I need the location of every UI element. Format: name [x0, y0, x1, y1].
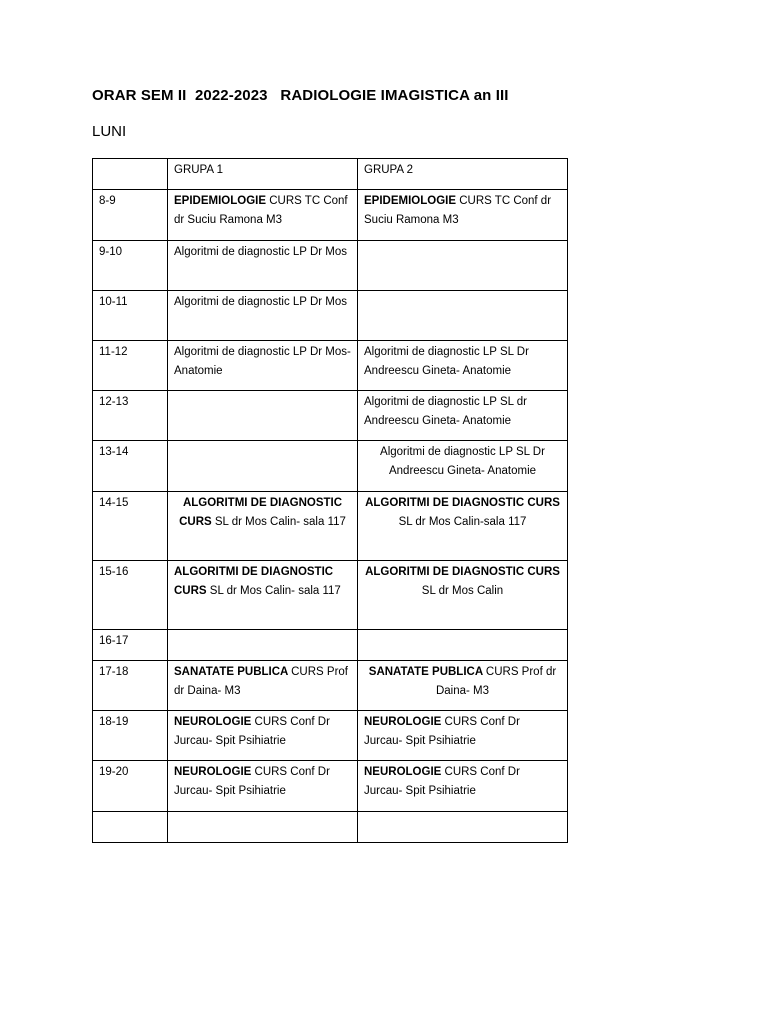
course-details: Algoritmi de diagnostic LP SL Dr Andreescu Gineta- Anatomie: [380, 446, 545, 477]
time-cell: 14-15: [93, 492, 168, 561]
table-row: [93, 561, 568, 630]
group2-cell: [358, 561, 568, 630]
time-cell: 17-18: [93, 661, 168, 711]
course-details: SL dr Mos Calin- sala 117: [211, 516, 346, 528]
course-name: NEUROLOGIE: [364, 716, 445, 728]
group2-cell: [358, 341, 568, 391]
header-group2-cell: GRUPA 2: [358, 159, 568, 190]
course-name: ALGORITMI DE DIAGNOSTIC CURS: [365, 566, 560, 578]
time-cell: 10-11: [93, 291, 168, 341]
day-heading: LUNI: [92, 123, 127, 140]
table-row: [93, 241, 568, 291]
group2-cell: [358, 711, 568, 761]
group1-cell: [168, 630, 358, 661]
group2-cell: [358, 291, 568, 341]
course-name: ALGORITMI DE DIAGNOSTIC CURS: [179, 497, 343, 528]
table-row: [93, 812, 568, 843]
course-details: SL dr Mos Calin: [421, 585, 504, 597]
group1-cell: [168, 661, 358, 711]
group1-cell: [168, 190, 358, 241]
time-cell: 18-19: [93, 711, 168, 761]
group2-cell: [358, 630, 568, 661]
schedule-table: [92, 158, 568, 843]
group2-cell: [358, 761, 568, 812]
course-details: CURS TC Conf dr Suciu Ramona M3: [174, 195, 348, 226]
course-details: CURS Prof dr Daina- M3: [435, 666, 557, 697]
course-details: CURS Conf Dr Jurcau- Spit Psihiatrie: [174, 716, 330, 747]
course-details: Algoritmi de diagnostic LP Dr Mos: [174, 246, 347, 258]
group1-cell: [168, 341, 358, 391]
course-name: EPIDEMIOLOGIE: [364, 195, 460, 207]
course-name: ALGORITMI DE DIAGNOSTIC CURS: [365, 497, 560, 509]
table-row: [93, 711, 568, 761]
group1-cell: [168, 441, 358, 492]
time-cell: 19-20: [93, 761, 168, 812]
time-cell: 8-9: [93, 190, 168, 241]
group1-cell: [168, 241, 358, 291]
group1-cell: [168, 492, 358, 561]
table-row: [93, 391, 568, 441]
time-cell: 16-17: [93, 630, 168, 661]
course-details: Algoritmi de diagnostic LP Dr Mos- Anatomie: [174, 346, 351, 377]
group1-cell: [168, 391, 358, 441]
course-details: CURS Conf Dr Jurcau- Spit Psihiatrie: [174, 766, 330, 797]
time-cell: 15-16: [93, 561, 168, 630]
course-details: SL dr Mos Calin- sala 117: [206, 585, 341, 597]
course-details: Algoritmi de diagnostic LP SL Dr Andreescu Gineta- Anatomie: [364, 346, 529, 377]
table-row: [93, 630, 568, 661]
table-row: [93, 661, 568, 711]
group1-cell: [168, 812, 358, 843]
document-title: ORAR SEM II 2022-2023 RADIOLOGIE IMAGISTICA an III: [92, 87, 509, 104]
group1-cell: [168, 561, 358, 630]
course-details: SL dr Mos Calin-sala 117: [398, 516, 527, 528]
time-cell: 9-10: [93, 241, 168, 291]
group1-cell: [168, 291, 358, 341]
course-details: CURS Prof dr Daina- M3: [174, 666, 348, 697]
table-row: [93, 190, 568, 241]
course-details: CURS Conf Dr Jurcau- Spit Psihiatrie: [364, 766, 520, 797]
header-group1-cell: GRUPA 1: [168, 159, 358, 190]
group2-cell: [358, 661, 568, 711]
header-time-cell: [93, 159, 168, 190]
time-cell: 11-12: [93, 341, 168, 391]
group2-cell: [358, 492, 568, 561]
table-row: [93, 291, 568, 341]
course-details: Algoritmi de diagnostic LP SL dr Andreescu Gineta- Anatomie: [364, 396, 528, 427]
group1-cell: [168, 711, 358, 761]
group2-cell: [358, 812, 568, 843]
course-name: EPIDEMIOLOGIE: [174, 195, 270, 207]
course-details: Algoritmi de diagnostic LP Dr Mos: [174, 296, 347, 308]
group2-cell: [358, 190, 568, 241]
table-row: [93, 441, 568, 492]
group2-cell: [358, 241, 568, 291]
course-details: CURS TC Conf dr Suciu Ramona M3: [364, 195, 552, 226]
course-details: CURS Conf Dr Jurcau- Spit Psihiatrie: [364, 716, 520, 747]
course-name: NEUROLOGIE: [364, 766, 445, 778]
time-cell: [93, 812, 168, 843]
table-row: [93, 341, 568, 391]
course-name: NEUROLOGIE: [174, 716, 255, 728]
group2-cell: [358, 391, 568, 441]
course-name: ALGORITMI DE DIAGNOSTIC CURS: [174, 566, 334, 597]
group1-cell: [168, 761, 358, 812]
course-name: SANATATE PUBLICA: [174, 666, 292, 678]
table-row: [93, 761, 568, 812]
table-row: [93, 492, 568, 561]
time-cell: 12-13: [93, 391, 168, 441]
table-header-row: [93, 159, 568, 190]
group2-cell: [358, 441, 568, 492]
course-name: SANATATE PUBLICA: [368, 666, 486, 678]
time-cell: 13-14: [93, 441, 168, 492]
course-name: NEUROLOGIE: [174, 766, 255, 778]
